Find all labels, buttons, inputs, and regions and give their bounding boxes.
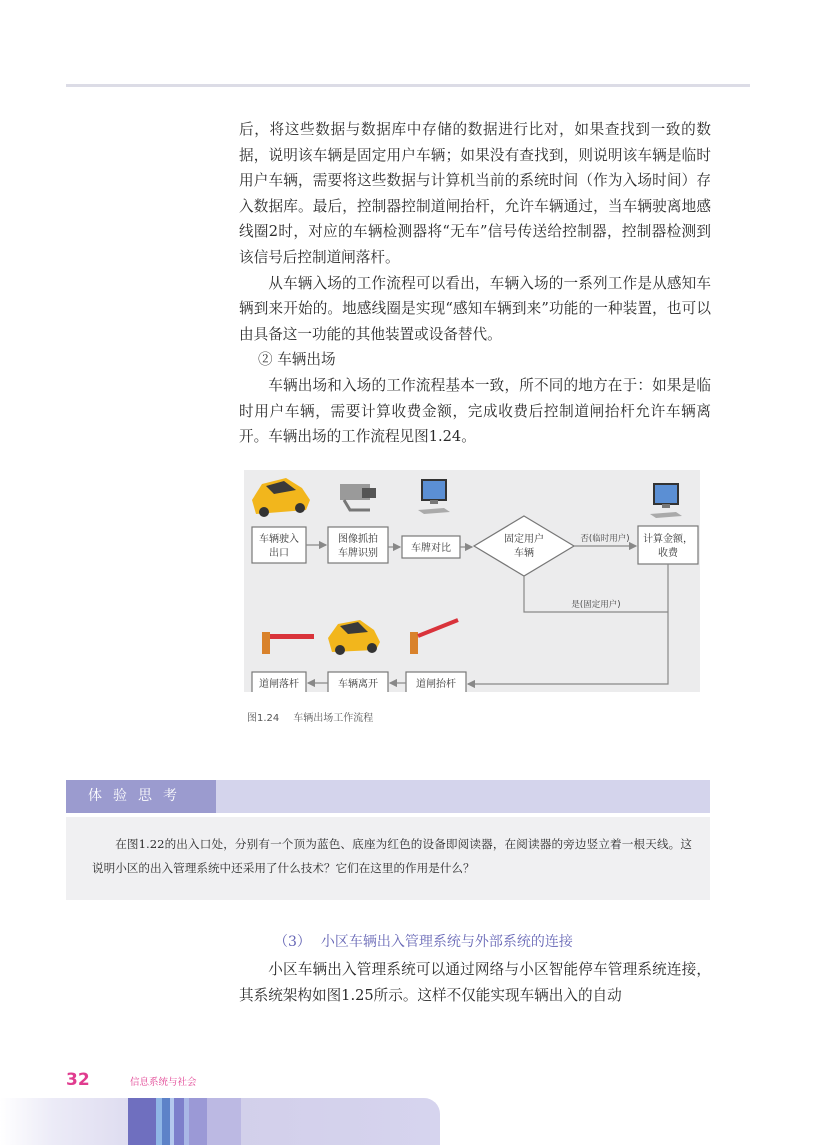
think-question: 在图1.22的出入口处，分别有一个顶为蓝色、底座为红色的设备即阅读器，在阅读器的旁边竖立着一根天线。这说明小区的出入管理系统中还采用了什么技术？它们在这里的作用是什么？ xyxy=(92,837,692,875)
node-label: 计算金额， xyxy=(643,534,693,545)
paragraph-closing: 小区车辆出入管理系统可以通过网络与小区智能停车管理系统连接，其系统架构如图1.25所示。这样不仅能实现车辆出入的自动 xyxy=(239,961,711,1004)
flow-arrow-return xyxy=(468,564,668,684)
think-title: 体验思考 xyxy=(66,780,216,813)
paragraph-continued: 后，将这些数据与数据库中存储的数据进行比对，如果查找到一致的数据，说明该车辆是固定用户车辆；如果没有查找到，则说明该车辆是临时用户车辆，需要将这些数据与计算机当前的系统时间（作为入场时间）存入数据库。最后，控制器控制道闸抬杆，允许车辆通过，当车辆驶离地感线圈2时，对应的车辆检测器将“无车”信号传送给控制器，控制器检测到该信号后控制道闸落杆。 xyxy=(239,121,711,266)
figure-caption-text: 车辆出场工作流程 xyxy=(293,713,374,724)
computer-icon xyxy=(650,484,682,518)
node-label: 道闸落杆 xyxy=(259,679,299,690)
edge-label-no: 否(临时用户) xyxy=(580,534,630,544)
flowchart-svg xyxy=(244,470,700,692)
camera-icon xyxy=(340,484,376,510)
node-label: 固定用户 xyxy=(504,534,544,545)
decision-fixed-user xyxy=(474,516,574,576)
taxi-icon xyxy=(328,620,380,655)
taxi-icon xyxy=(252,478,310,517)
figure-caption xyxy=(247,709,373,724)
node-label: 道闸抬杆 xyxy=(416,679,456,690)
edge-label-yes: 是(固定用户) xyxy=(571,600,621,610)
intro-text-block xyxy=(239,117,711,450)
node-label: 出口 xyxy=(269,548,289,559)
footer-decor-band xyxy=(0,1098,440,1145)
node-label: 图像抓拍 xyxy=(338,534,378,545)
exit-flow-figure xyxy=(244,470,700,692)
node-label: 收费 xyxy=(658,548,678,559)
paragraph-exit-flow: 车辆出场和入场的工作流程基本一致，所不同的地方在于：如果是临时用户车辆，需要计算收费金额，完成收费后控制道闸抬杆允许车辆离开。车辆出场的工作流程见图1.24。 xyxy=(239,376,711,446)
section-number: （3） xyxy=(274,934,311,950)
figure-number: 图1.24 xyxy=(247,713,280,724)
page-number: 32 xyxy=(66,1070,90,1090)
barrier-down-icon xyxy=(262,632,314,654)
book-title: 信息系统与社会 xyxy=(130,1077,197,1088)
section-heading xyxy=(274,931,573,951)
node-label: 车牌识别 xyxy=(338,548,378,559)
top-rule xyxy=(66,84,750,87)
node-label: 车辆 xyxy=(514,548,534,559)
computer-icon xyxy=(418,480,450,514)
node-label: 车辆离开 xyxy=(338,679,378,690)
section-title: 小区车辆出入管理系统与外部系统的连接 xyxy=(320,934,573,950)
paragraph-sensing: 从车辆入场的工作流程可以看出，车辆入场的一系列工作是从感知车辆到来开始的。地感线圈是实现“感知车辆到来”功能的一种装置，也可以由具备这一功能的其他装置或设备替代。 xyxy=(239,274,711,343)
barrier-up-icon xyxy=(410,620,458,654)
node-label: 车牌对比 xyxy=(411,543,451,554)
closing-text-block xyxy=(239,957,711,1008)
node-label: 车辆驶入 xyxy=(259,534,299,545)
subheading-vehicle-exit: ② 车辆出场 xyxy=(257,351,336,369)
